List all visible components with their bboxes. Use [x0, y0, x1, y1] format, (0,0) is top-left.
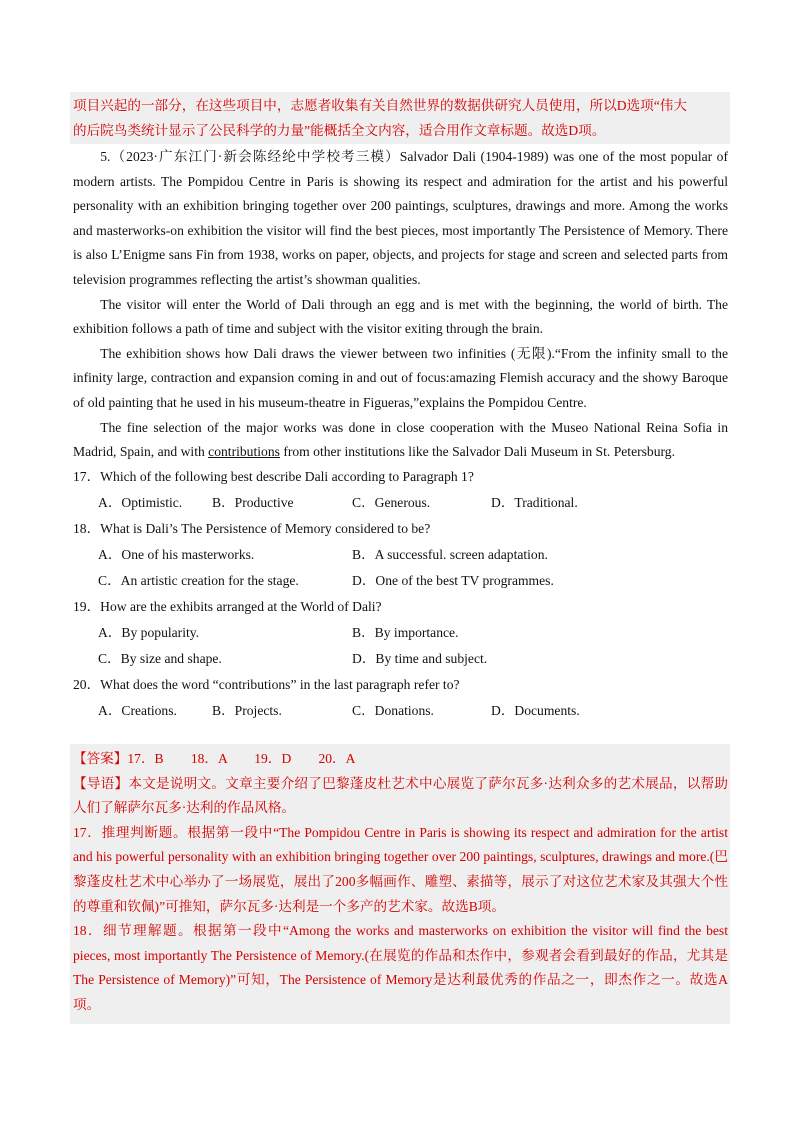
question-17-stem: 17．Which of the following best describe Dali according to Paragraph 1?	[73, 469, 474, 484]
q20-option-d: D．Documents.	[491, 703, 580, 718]
guide-label: 【导语】	[73, 775, 129, 791]
q18-option-c: C．An artistic creation for the stage.	[98, 573, 299, 588]
q17-option-b: B．Productive	[212, 495, 294, 510]
passage-paragraph-1: 5.（2023·广东江门·新会陈经纶中学校考三模）Salvador Dali (1904-1989) was one of the most popular of modern artists. The Pompidou Centre in Paris is showing its respect and admiration for the artist and his powerful personality with an exhibition bringing together over 200 paintings, sculptures, drawings and more. Among the works and masterworks-on exhibition the visitor will find the best pieces, most importantly The Persistence of Memory. There is also L’Enigme sans Fin from 1938, works on paper, objects, and projects for stage and screen and selected parts from television programmes reflecting the artist’s showman qualities.	[73, 149, 728, 287]
guide-paragraph	[73, 772, 728, 821]
p4-text-before: The fine selection of the major works was done in close cooperation with the Museo National Reina Sofia in Madrid, Spain, and with	[73, 419, 728, 460]
q18-explanation: 18．细节理解题。根据第一段中“Among the works and masterworks on exhibition the visitor will find the best pieces, most importantly The Persistence of Memory.(在展览的作品和杰作中，参观者会看到最好的作品，尤其是The Persistence of Memory)”可知，The Persistence of Memory是达利最优秀的作品之一，即杰作之一。故选A项。	[73, 923, 728, 1012]
q18-option-a: A．One of his masterworks.	[98, 547, 255, 562]
answer-line	[73, 747, 728, 772]
q19-option-d: D．By time and subject.	[352, 651, 488, 666]
q20-option-b: B．Projects.	[212, 703, 282, 718]
answer-section	[73, 747, 728, 1018]
q17-option-c: C．Generous.	[352, 495, 431, 510]
p4-text-after: from other institutions like the Salvador Dali Museum in St. Petersburg.	[279, 444, 675, 460]
question-20-stem: 20．What does the word “contributions” in the last paragraph refer to?	[73, 677, 460, 692]
q19-option-a: A．By popularity.	[98, 625, 200, 640]
passage-paragraph-2: The visitor will enter the World of Dali through an egg and is met with the beginning, the world of birth. The exhibition follows a path of time and subject with the visitor exiting through the brain.	[73, 296, 728, 337]
answer-label: 【答案】	[73, 751, 128, 766]
q20-option-a: A．Creations.	[98, 703, 177, 718]
question-18-stem: 18．What is Dali’s The Persistence of Memory considered to be?	[73, 521, 431, 536]
question-19-stem: 19．How are the exhibits arranged at the World of Dali?	[73, 599, 382, 614]
q17-option-d: D．Traditional.	[491, 495, 578, 510]
q18-option-d: D．One of the best TV programmes.	[352, 573, 554, 588]
passage-paragraph-3: The exhibition shows how Dali draws the viewer between two infinities (无限).“From the infinity small to the infinity large, contraction and expansion coming in and out of focus:amazing Flemish accuracy and the showy Baroque of old painting that he used in his museum-theatre in Figueras,”explains the Pompidou Centre.	[73, 345, 728, 410]
passage-paragraph-4	[73, 416, 728, 465]
top-analysis	[73, 94, 728, 143]
top-analysis-line-2: 的后院鸟类统计显示了公民科学的力量”能概括全文内容，适合用作文章标题。故选D项。	[73, 122, 606, 138]
q19-option-b: B．By importance.	[352, 625, 459, 640]
q17-option-a: A．Optimistic.	[98, 495, 183, 510]
top-analysis-line-1: 项目兴起的一部分，在这些项目中，志愿者收集有关自然世界的数据供研究人员使用，所以D选项“伟大	[73, 98, 687, 113]
q18-option-b: B．A successful. screen adaptation.	[352, 547, 548, 562]
q20-option-c: C．Donations.	[352, 703, 434, 718]
p4-underlined-word: contributions	[208, 444, 280, 460]
guide-text: 本文是说明文。文章主要介绍了巴黎蓬皮杜艺术中心展览了萨尔瓦多·达利众多的艺术展品，以帮助人们了解萨尔瓦多·达利的作品风格。	[73, 775, 728, 816]
q19-option-c: C．By size and shape.	[98, 651, 222, 666]
answer-values: 17．B 18．A 19．D 20．A	[127, 751, 356, 766]
q17-explanation: 17．推理判断题。根据第一段中“The Pompidou Centre in Paris is showing its respect and admiration for the artist and his powerful personality with an exhibition bringing together over 200 paintings, sculptures, drawings and more.(巴黎蓬皮杜艺术中心举办了一场展览，展出了200多幅画作、雕塑、素描等，展示了对这位艺术家及其强大个性的尊重和钦佩)”可推知，萨尔瓦多·达利是一个多产的艺术家。故选B项。	[73, 824, 728, 914]
reading-passage	[73, 145, 728, 465]
